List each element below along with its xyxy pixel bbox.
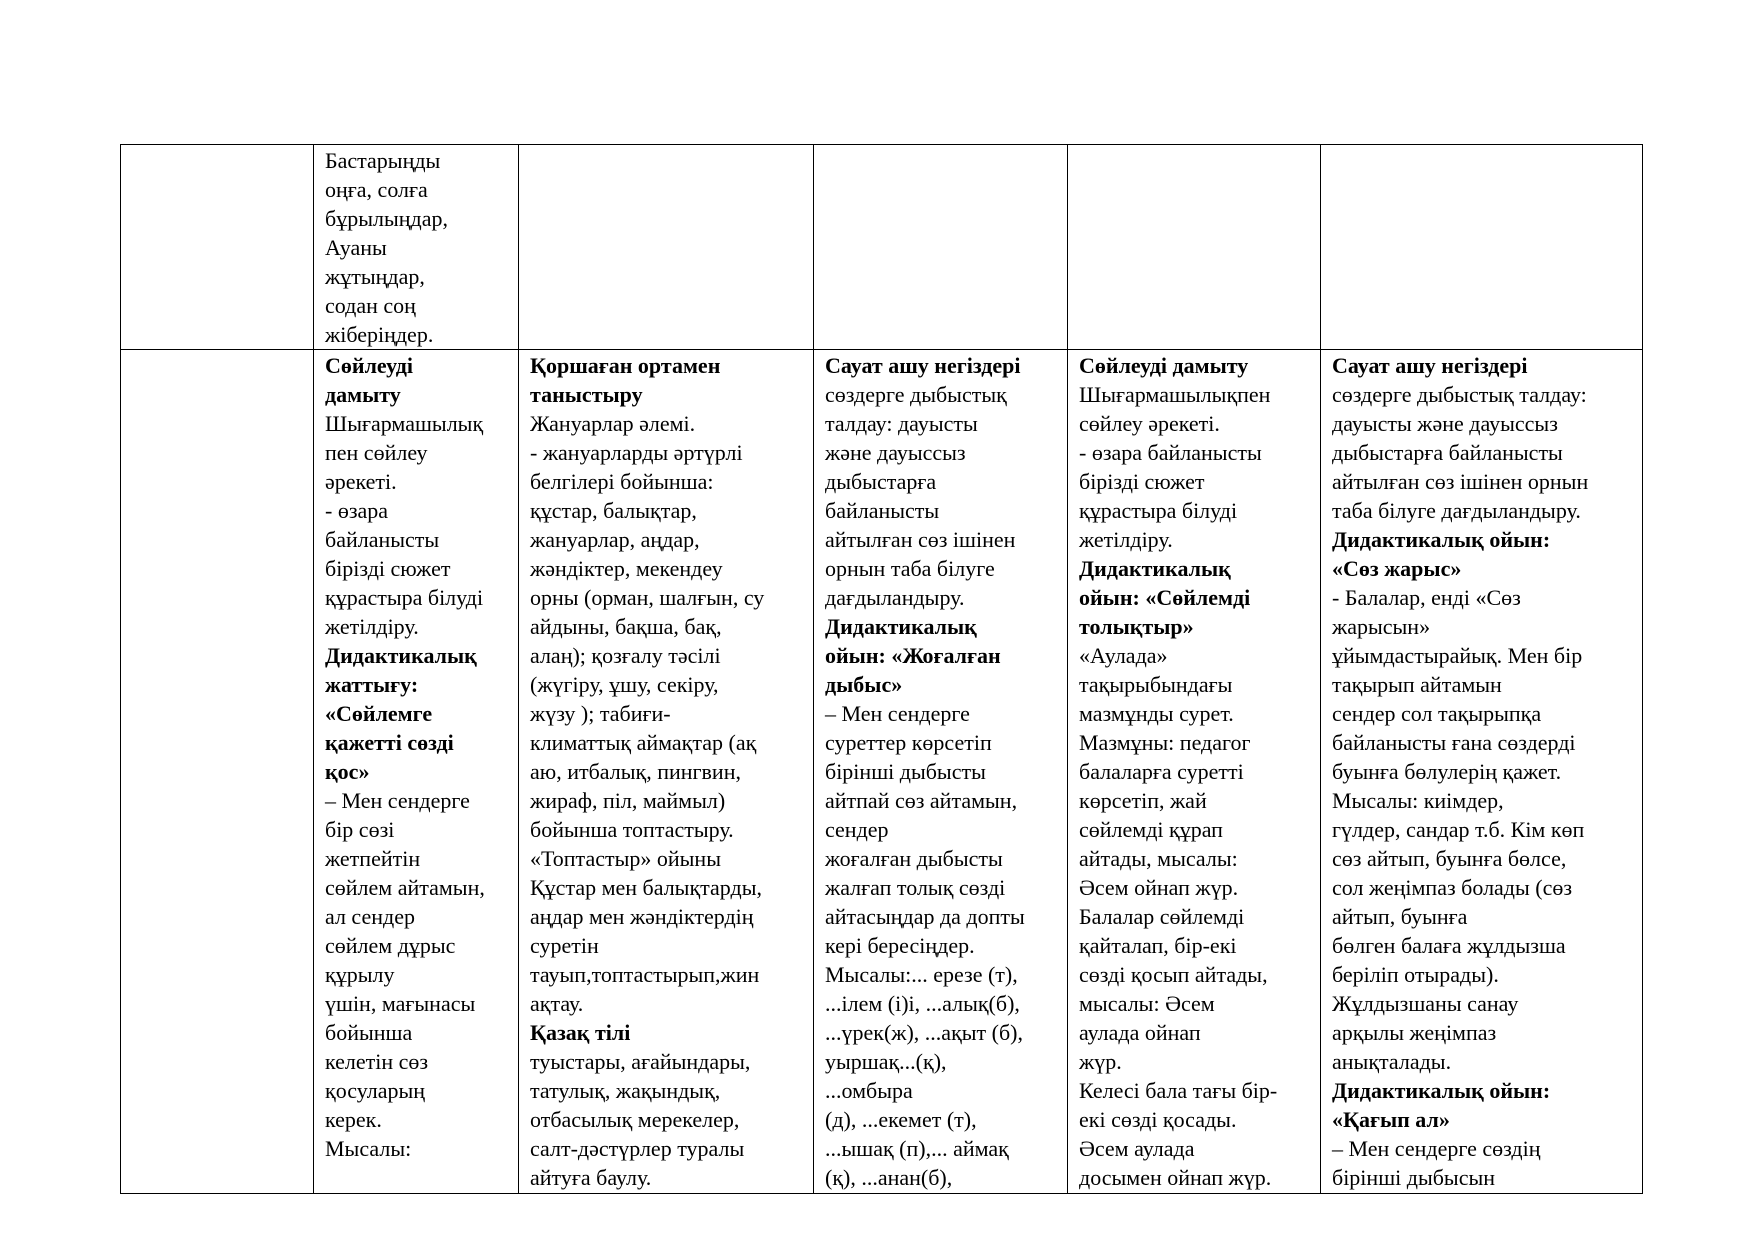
cell-text-line: Жануарлар әлемі.	[530, 411, 696, 436]
cell-text-line: балаларға суретті	[1079, 759, 1244, 784]
cell-text-line: ...ышақ (п),... аймақ	[825, 1136, 1009, 1161]
cell-text-line: тақырыбындағы	[1079, 672, 1233, 697]
cell-heading-line: Сауат ашу негіздері	[825, 353, 1021, 378]
cell-text-line: талдау: дауысты	[825, 411, 978, 436]
cell-text-line: екі сөзді қосады.	[1079, 1107, 1237, 1132]
cell-text-line: Жұлдызшаны санау	[1332, 991, 1519, 1016]
cell-text-line: аю, итбалық, пингвин,	[530, 759, 741, 784]
cell-text-line: – Мен сендерге	[825, 701, 970, 726]
table-cell	[314, 145, 519, 350]
cell-text-line: айтады, мысалы:	[1079, 846, 1238, 871]
cell-heading-line: Дидактикалық ойын:	[1332, 1078, 1551, 1103]
table-cell	[1068, 145, 1321, 350]
cell-text-line: досымен ойнап жүр.	[1079, 1165, 1272, 1190]
cell-text-line: Шығармашылық	[325, 411, 484, 436]
cell-text-line: дауысты және дауыссыз	[1332, 411, 1558, 436]
cell-text-line: келетін сөз	[325, 1049, 429, 1074]
cell-text-line: Мысалы:... ерезе (т),	[825, 962, 1018, 987]
cell-text-line: сол жеңімпаз болады (сөз	[1332, 875, 1573, 900]
cell-text-line: татулық, жақындық,	[530, 1078, 721, 1103]
cell-text-line: байланысты ғана сөздерді	[1332, 730, 1576, 755]
cell-text-line: бойынша топтастыру.	[530, 817, 734, 842]
cell-text-line: ақтау.	[530, 991, 584, 1016]
cell-text-line: анықталады.	[1332, 1049, 1452, 1074]
cell-heading-line: Дидактикалық	[325, 643, 477, 668]
cell-text-line: – Мен сендерге	[325, 788, 470, 813]
table-cell	[519, 145, 814, 350]
table-cell	[121, 350, 314, 1194]
cell-text-line: айтылған сөз ішінен	[825, 527, 1016, 552]
cell-heading-line: Дидактикалық ойын:	[1332, 527, 1551, 552]
cell-text-line: байланысты	[325, 527, 440, 552]
cell-text-line: бірінші дыбысын	[1332, 1165, 1496, 1190]
cell-text-line: Мазмұны: педагог	[1079, 730, 1251, 755]
cell-text-line: буынға бөлулерің қажет.	[1332, 759, 1562, 784]
cell-text-line: бір сөзі	[325, 817, 395, 842]
cell-heading-line: таныстыру	[530, 382, 643, 407]
table-cell	[814, 145, 1068, 350]
table-cell	[814, 350, 1068, 1194]
cell-text-line: бірізді сюжет	[1079, 469, 1205, 494]
cell-text-line: жәндіктер, мекендеу	[530, 556, 723, 581]
cell-text-line: сөздерге дыбыстық	[825, 382, 1007, 407]
cell-text-line: бірізді сюжет	[325, 556, 451, 581]
cell-text-line: суретін	[530, 933, 599, 958]
cell-text-line: қосуларың	[325, 1078, 426, 1103]
cell-text-line: салт-дәстүрлер туралы	[530, 1136, 745, 1161]
cell-text-line: жетілдіру.	[1079, 527, 1173, 552]
cell-text-line: мысалы: Әсем	[1079, 991, 1215, 1016]
cell-text-line: бойынша	[325, 1020, 413, 1045]
cell-text-line: байланысты	[825, 498, 940, 523]
cell-text-line: отбасылық мерекелер,	[530, 1107, 740, 1132]
cell-text-line: дыбыстарға	[825, 469, 937, 494]
cell-text-line: жираф, піл, маймыл)	[530, 788, 726, 813]
cell-text-line: климаттық аймақтар (ақ	[530, 730, 757, 755]
cell-text-line: сөйлем айтамын,	[325, 875, 485, 900]
cell-text-line: қайталап, бір-екі	[1079, 933, 1237, 958]
cell-text-line: жетілдіру.	[325, 614, 419, 639]
cell-heading-line: Сауат ашу негіздері	[1332, 353, 1528, 378]
cell-heading-line: Сөйлеуді	[325, 353, 413, 378]
cell-text-line: (жүгіру, ұшу, секіру,	[530, 672, 719, 697]
cell-heading-line: Қоршаған ортамен	[530, 353, 721, 378]
cell-heading-line: қос»	[325, 759, 370, 784]
cell-text-line: мазмұнды сурет.	[1079, 701, 1234, 726]
cell-text-line: дағдыландыру.	[825, 585, 965, 610]
cell-text-line: сендер сол тақырыпқа	[1332, 701, 1542, 726]
cell-heading-line: Сөйлеуді дамыту	[1079, 353, 1249, 378]
cell-text-line: кері бересіңдер.	[825, 933, 975, 958]
cell-text-line: айтпай сөз айтамын,	[825, 788, 1018, 813]
cell-text-line: керек.	[325, 1107, 382, 1132]
cell-text-line: құрылу	[325, 962, 395, 987]
cell-text-line: аңдар мен жәндіктердің	[530, 904, 754, 929]
cell-text-line: ...үрек(ж), ...ақыт (б),	[825, 1020, 1023, 1045]
table-cell	[1321, 350, 1643, 1194]
cell-text-line: жарысын»	[1332, 614, 1431, 639]
cell-text-line: белгілері бойынша:	[530, 469, 714, 494]
cell-heading-line: дамыту	[325, 382, 401, 407]
cell-text-line: «Аулада»	[1079, 643, 1168, 668]
cell-text-line: айтылған сөз ішінен орнын	[1332, 469, 1589, 494]
cell-heading-line: «Қағып ал»	[1332, 1107, 1450, 1132]
cell-text-line: сөйлеу әрекеті.	[1079, 411, 1220, 436]
cell-text-line: орнын таба білуге	[825, 556, 995, 581]
cell-text-line: туыстары, ағайындары,	[530, 1049, 751, 1074]
cell-text-line: Бастарыңды	[325, 148, 441, 173]
cell-text-line: жұтыңдар,	[325, 264, 425, 289]
cell-text-line: - жануарларды әртүрлі	[530, 440, 743, 465]
cell-text-line: содан соң	[325, 293, 416, 318]
cell-heading-line: қажетті сөзді	[325, 730, 454, 755]
cell-text-line: «Топтастыр» ойыны	[530, 846, 721, 871]
cell-text-line: - өзара	[325, 498, 389, 523]
table-cell	[314, 350, 519, 1194]
table-cell	[121, 145, 314, 350]
cell-text-line: бұрылыңдар,	[325, 206, 448, 231]
cell-text-line: құрастыра білуді	[325, 585, 484, 610]
cell-text-line: пен сөйлеу	[325, 440, 428, 465]
cell-text-line: Мысалы: киімдер,	[1332, 788, 1504, 813]
cell-text-line: айдыны, бақша, бақ,	[530, 614, 722, 639]
cell-heading-line: ойын: «Жоғалған	[825, 643, 1001, 668]
cell-text-line: сөйлемді құрап	[1079, 817, 1223, 842]
cell-text-line: көрсетіп, жай	[1079, 788, 1207, 813]
cell-text-line: бірінші дыбысты	[825, 759, 986, 784]
cell-text-line: жүр.	[1079, 1049, 1122, 1074]
cell-text-line: таба білуге дағдыландыру.	[1332, 498, 1581, 523]
cell-text-line: ұйымдастырайық. Мен бір	[1332, 643, 1583, 668]
cell-text-line: тақырып айтамын	[1332, 672, 1502, 697]
cell-text-line: айтасыңдар да допты	[825, 904, 1025, 929]
cell-text-line: әрекеті.	[325, 469, 397, 494]
cell-text-line: жануарлар, аңдар,	[530, 527, 700, 552]
cell-text-line: арқылы жеңімпаз	[1332, 1020, 1497, 1045]
cell-text-line: Келесі бала тағы бір-	[1079, 1078, 1278, 1103]
cell-text-line: Ауаны	[325, 235, 387, 260]
lesson-plan-table	[120, 144, 1643, 1194]
cell-text-line: суреттер көрсетіп	[825, 730, 992, 755]
cell-heading-line: Дидактикалық	[825, 614, 977, 639]
cell-text-line: Шығармашылықпен	[1079, 382, 1271, 407]
cell-text-line: үшін, мағынасы	[325, 991, 476, 1016]
cell-text-line: жүзу ); табиғи-	[530, 701, 671, 726]
cell-text-line: Құстар мен балықтарды,	[530, 875, 762, 900]
cell-text-line: ...ілем (і)і, ...алық(б),	[825, 991, 1020, 1016]
cell-text-line: орны (орман, шалғын, су	[530, 585, 765, 610]
cell-heading-line: дыбыс»	[825, 672, 903, 697]
cell-text-line: – Мен сендерге сөздің	[1332, 1136, 1541, 1161]
cell-text-line: сөздерге дыбыстық талдау:	[1332, 382, 1587, 407]
cell-text-line: Балалар сөйлемді	[1079, 904, 1245, 929]
cell-heading-line: Қазақ тілі	[530, 1020, 631, 1045]
cell-heading-line: «Сөз жарыс»	[1332, 556, 1462, 581]
cell-text-line: жалғап толық сөзді	[825, 875, 1006, 900]
table-row	[121, 350, 1643, 1194]
cell-text-line: Әсем аулада	[1079, 1136, 1195, 1161]
cell-text-line: жіберіңдер.	[325, 322, 434, 347]
cell-text-line: құстар, балықтар,	[530, 498, 697, 523]
cell-text-line: гүлдер, сандар т.б. Кім көп	[1332, 817, 1585, 842]
cell-text-line: - Балалар, енді «Сөз	[1332, 585, 1521, 610]
cell-heading-line: жаттығу:	[325, 672, 419, 697]
cell-text-line: тауып,топтастырып,жин	[530, 962, 760, 987]
cell-text-line: уыршақ...(қ),	[825, 1049, 947, 1074]
cell-text-line: сөз айтып, буынға бөлсе,	[1332, 846, 1567, 871]
cell-text-line: (д), ...екемет (т),	[825, 1107, 977, 1132]
cell-text-line: дыбыстарға байланысты	[1332, 440, 1563, 465]
table-cell	[1321, 145, 1643, 350]
cell-text-line: айтып, буынға	[1332, 904, 1468, 929]
cell-text-line: сөйлем дұрыс	[325, 933, 456, 958]
table-cell	[519, 350, 814, 1194]
cell-text-line: ал сендер	[325, 904, 415, 929]
cell-heading-line: ойын: «Сөйлемді	[1079, 585, 1251, 610]
cell-text-line: Әсем ойнап жүр.	[1079, 875, 1239, 900]
cell-text-line: құрастыра білуді	[1079, 498, 1238, 523]
cell-text-line: сендер	[825, 817, 889, 842]
cell-text-line: айтуға баулу.	[530, 1165, 652, 1190]
cell-heading-line: толықтыр»	[1079, 614, 1194, 639]
cell-text-line: ...омбыра	[825, 1078, 913, 1103]
cell-text-line: - өзара байланысты	[1079, 440, 1262, 465]
table-row	[121, 145, 1643, 350]
cell-text-line: жоғалған дыбысты	[825, 846, 1003, 871]
cell-text-line: беріліп отырады).	[1332, 962, 1499, 987]
cell-text-line: бөлген балаға жұлдызша	[1332, 933, 1566, 958]
cell-text-line: және дауыссыз	[825, 440, 966, 465]
cell-text-line: Мысалы:	[325, 1136, 412, 1161]
cell-text-line: сөзді қосып айтады,	[1079, 962, 1268, 987]
cell-heading-line: «Сөйлемге	[325, 701, 433, 726]
cell-heading-line: Дидактикалық	[1079, 556, 1231, 581]
cell-text-line: жетпейтін	[325, 846, 421, 871]
cell-text-line: алаң); қозғалу тәсілі	[530, 643, 721, 668]
cell-text-line: аулада ойнап	[1079, 1020, 1201, 1045]
cell-text-line: оңға, солға	[325, 177, 428, 202]
table-cell	[1068, 350, 1321, 1194]
cell-text-line: (қ), ...анан(б),	[825, 1165, 953, 1190]
